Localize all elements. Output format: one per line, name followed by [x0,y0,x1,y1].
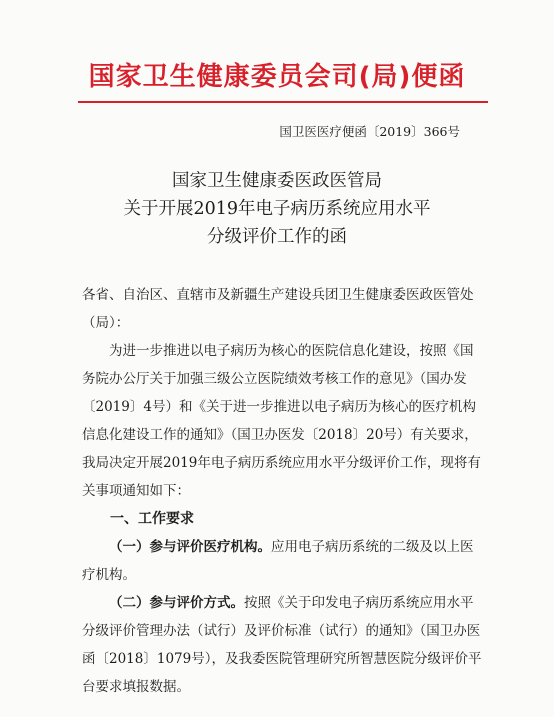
document-title [0,167,554,251]
letterhead-red-rule [78,101,488,103]
document-body [82,281,482,701]
item-2-text: 按照《关于印发电子病历系统应用水平分级评价管理办法（试行）及评价标准（试行）的通知》（国卫办医函〔2018〕1079号），及我委医院管理研究所智慧医院分级评价平台要求填报数据。 [82,595,482,695]
title-line-1: 国家卫生健康委医政医管局 [172,171,382,191]
title-line-2: 关于开展2019年电子病历系统应用水平 [123,199,431,219]
intro-paragraph: 为进一步推进以电子病历为核心的医院信息化建设，按照《国务院办公厅关于加强三级公立医院绩效考核工作的意见》（国办发〔2019〕4号）和《关于进一步推进以电子病历为核心的医疗机构信息化建设工作的通知》（国卫办医发〔2018〕20号）有关要求，我局决定开展2019年电子病历系统应用水平分级评价工作，现将有关事项通知如下： [82,343,481,499]
item-1-text: 应用电子病历系统的二级及以上医疗机构。 [82,539,474,583]
item-1-label: （一）参与评价医疗机构。 [109,539,271,555]
item-2-paragraph [82,589,482,701]
letterhead-title: 国家卫生健康委员会司(局)便函 [88,62,466,92]
document-number: 国卫医医疗便函〔2019〕366号 [279,124,460,139]
item-2-label: （二）参与评价方式。 [109,595,244,611]
section-heading-1: 一、工作要求 [110,511,194,527]
item-1-paragraph [82,533,482,589]
salutation: 各省、自治区、直辖市及新疆生产建设兵团卫生健康委医政医管处（局）： [82,287,474,331]
title-line-3: 分级评价工作的函 [207,227,347,247]
